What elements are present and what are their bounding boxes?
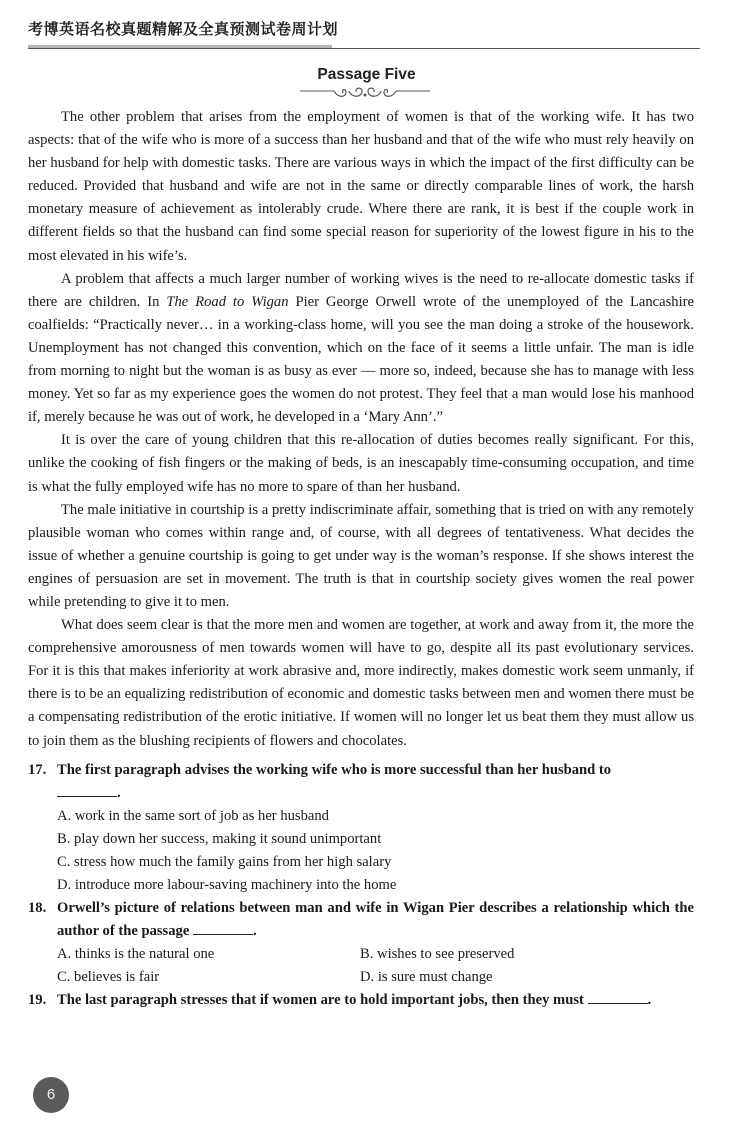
question-text bbox=[57, 989, 694, 1012]
paragraph-2-text-b: Pier George Orwell wrote of the unemployed of the Lancashire coalfields: “Practically never… in a working-class home, will you see the man doing a stroke of the housework. Unemployment has not changed this convention, which on the face of it seems a little unfair. The man is idle from morning to night but the woman is as busy as ever — more so, indeed, because she has to manage with less money. Yet so far as my experience goes the women do not protest. They feel that a man would lose his manhood if, merely because he was out of work, he developed in a ‘Mary Ann’.” bbox=[28, 293, 694, 426]
answer-blank bbox=[588, 991, 648, 1004]
option-d[interactable]: D. introduce more labour-saving machinery into the home bbox=[57, 877, 397, 893]
passage-title: Passage Five bbox=[317, 66, 416, 83]
answer-blank-line bbox=[28, 782, 694, 805]
option-a[interactable]: A. thinks is the natural one bbox=[57, 946, 215, 963]
stem-end: . bbox=[117, 784, 121, 801]
paragraph-5: What does seem clear is that the more men and women are together, at work and away from it, the more the comprehensive amorousness of men towards women will have to go, despite all its past evolutionary services. For it is this that makes inferiority at work abrasive and, more indirectly, makes domestic work seem unmanly, if there is to be an equalizing redistribution of economic and domestic tasks between men and women there must be a compensating redistribution of the erotic initiative. If women will no longer let us beat them they must allow us to join them as the blushing recipients of flowers and chocolates. bbox=[28, 617, 694, 749]
option-a[interactable]: A. work in the same sort of job as her husband bbox=[57, 807, 329, 824]
answer-blank bbox=[57, 784, 117, 797]
question-number: 17. bbox=[28, 761, 47, 778]
paragraph-4: The male initiative in courtship is a pretty indiscriminate affair, something that is tried on with any remotely plausible woman who comes within range and, of course, with all degrees of tentativeness. What decides the issue of whether a genuine courtship is going to get under way is the woman’s response. If she shows interest the engines of persuasion are set in movement. The truth is that in courtship society gives women the real power while pretending to give it to men. bbox=[28, 501, 694, 610]
paragraph-2-text-a: A problem that affects a much larger number of working wives is the need to re-allocate domestic tasks if there are children. In bbox=[28, 270, 694, 310]
answer-blank bbox=[193, 922, 253, 935]
question-stem bbox=[28, 897, 694, 943]
passage-body bbox=[28, 106, 694, 1013]
page-header bbox=[28, 18, 700, 40]
question-text-body: The last paragraph stresses that if women are to hold important jobs, then they must bbox=[57, 992, 584, 1009]
option-b[interactable]: B. wishes to see preserved bbox=[360, 946, 515, 963]
question-17 bbox=[28, 759, 694, 897]
stem-end: . bbox=[252, 923, 257, 940]
option-c[interactable]: C. believes is fair bbox=[57, 969, 160, 986]
question-19 bbox=[28, 989, 694, 1012]
stem-end: . bbox=[647, 992, 652, 1009]
book-title-italic: The Road to Wigan bbox=[166, 293, 289, 310]
option-c[interactable]: C. stress how much the family gains from her high salary bbox=[57, 853, 392, 870]
question-number: 19. bbox=[28, 992, 47, 1009]
book-title: 考博英语名校真题精解及全真预测试卷周计划 bbox=[28, 20, 339, 38]
paragraph-3: It is over the care of young children that this re-allocation of duties becomes really significant. For this, unlike the cooking of fish fingers or the making of beds, is an inescapably time-consuming occupation, and time is what the fully employed wife has no more to spare of than her husband. bbox=[28, 432, 694, 495]
question-18 bbox=[28, 897, 694, 989]
paragraph-1: The other problem that arises from the employment of women is that of the working wife. It has two aspects: that of the wife who is more of a success than her husband and that of the wife who must rely heavily on her husband for help with domestic tasks. There are various ways in which the impact of the first difficulty can be reduced. Provided that husband and wife are not in the same or directly comparable lines of work, the harsh monetary measure of achievement as intolerably crude. Where there are rank, it is best if the couple work in different fields so that the husband can find some special reason for superiority of the lowest figure in his to the most elevated in his wife’s. bbox=[28, 109, 694, 264]
option-d[interactable]: D. is sure must change bbox=[360, 969, 493, 986]
option-b[interactable]: B. play down her success, making it sound unimportant bbox=[57, 830, 382, 847]
question-text bbox=[57, 897, 694, 943]
options bbox=[28, 805, 694, 897]
paragraph-2 bbox=[28, 268, 694, 430]
question-text: The first paragraph advises the working wife who is more successful than her husband to bbox=[57, 761, 612, 778]
question-stem bbox=[28, 989, 694, 1012]
question-stem bbox=[28, 759, 694, 782]
question-number: 18. bbox=[28, 900, 47, 917]
question-text-body: Orwell’s picture of relations between man and wife in Wigan Pier describes a relationship which the author of the passage bbox=[57, 900, 694, 940]
page-number-badge: 6 bbox=[33, 1077, 69, 1113]
header-rule bbox=[28, 48, 700, 49]
options bbox=[28, 943, 694, 989]
question-list bbox=[28, 759, 694, 1013]
flourish-ornament-icon bbox=[300, 86, 430, 100]
